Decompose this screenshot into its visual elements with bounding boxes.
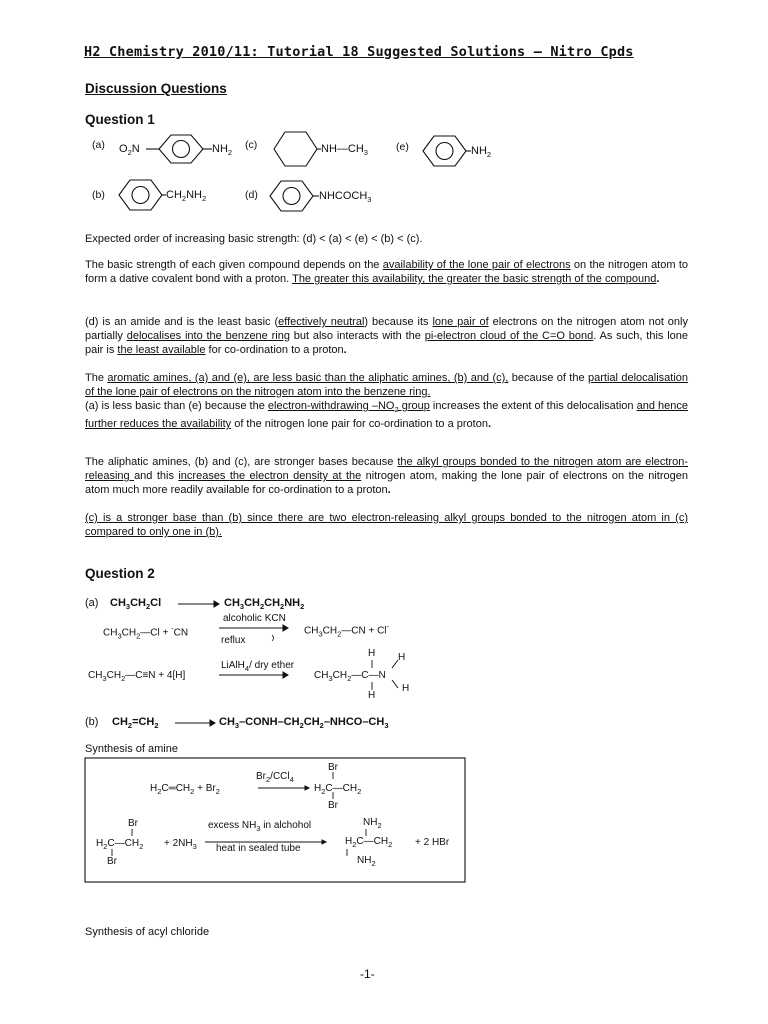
q2-label-a: (a): [85, 597, 99, 609]
basic-strength-order: Expected order of increasing basic strength: (d) < (a) < (e) < (b) < (c).: [85, 233, 423, 245]
box-r1-br-top: Br: [328, 762, 338, 773]
step2-reagent: LiAlH$_4$/ dry ether: [221, 660, 295, 673]
paragraph-availability: The basic strength of each given compound depends on the availability of the lone pair of electrons on the nitrogen atom to form a dative covalent bond with a proton. The greater this availability, the greater the basic strength of the compound.: [85, 259, 688, 285]
atom-h-bottom: H: [368, 690, 376, 701]
step2-product: $CH_3CH_2—C—N$: [314, 670, 386, 683]
step1-product: $CH_3CH_2—CN + Cl^-$: [304, 622, 390, 639]
q2-label-b: (b): [85, 716, 99, 728]
paragraph-amide: (d) is an amide and is the least basic (effectively neutral) because its lone pair of electrons on the nitrogen atom not only partially delocalises into the benzene ring but also interacts with the pi-electron cloud of the C=O bond. As such, this lone pair is the least available for co-ordination to a proton.: [85, 316, 688, 356]
box-r2-br-top: Br: [128, 818, 138, 829]
q2a-product: $CH_3CH_2CH_2NH_2$: [224, 597, 305, 612]
atom-h-lower-right: H: [402, 683, 410, 694]
box-r1-reactant: $H_2C═CH_2 + Br_2$: [150, 783, 220, 796]
section-heading: Discussion Questions: [85, 81, 227, 96]
paragraph-aliphatic-amines: The aliphatic amines, (b) and (c), are stronger bases because the alkyl groups bonded to the nitrogen atom are electron-releasing and this increases the electron density at the nitrogen atom, making the lone pair of electrons on the nitrogen atom much more readily available for co-ordination to a proton.: [85, 456, 688, 496]
compound-b-amine: $CH_2NH_2$: [166, 189, 207, 204]
benzene-ring-d: [270, 181, 319, 211]
label-b: (b): [92, 189, 105, 201]
q2a-reactant: $CH_3CH_2Cl$: [110, 597, 162, 612]
compound-a-amine: $NH_2$: [212, 143, 233, 158]
benzene-ring-b: [119, 180, 166, 210]
compound-a-nitro: $O_2N$: [119, 143, 140, 158]
atom-h-top: H: [368, 648, 376, 659]
paragraph-aromatic-amines: The aromatic amines, (a) and (e), are less basic than the aliphatic amines, (b) and (c), because of the partial delocalisation of the lone pair of electrons on the nitrogen atom into the benzene ring. (a) is less basic than (e) because the electron-withdrawing $-NO_2$ group increases the extent of this delocalisation and hence further reduces the availability of the nitrogen lone pair for co-ordination to a proton.: [85, 372, 689, 431]
box-r2-hbr: + 2 HBr: [415, 837, 450, 848]
step1-reactant: $CH_3CH_2—Cl + ^-CN$: [103, 624, 189, 641]
box-r1-product: $H_2C—CH_2$: [314, 783, 362, 796]
step1-reagent: alcoholic KCN: [223, 613, 286, 624]
cyclohexane-ring-c: [274, 132, 321, 166]
compound-c-amine: $NH—CH_3$: [321, 143, 368, 158]
label-e: (e): [396, 141, 409, 153]
compound-e-amine: $NH_2$: [471, 145, 492, 160]
box-r2-nh2-bottom: $NH_2$: [357, 855, 376, 868]
q2b-product: $CH_3-CONH-CH_2CH_2-NHCO-CH_3$: [219, 716, 389, 731]
paragraph-conclusion: (c) is a stronger base than (b) since there are two electron-releasing alkyl groups bonded to the nitrogen atom in (c) compared to only one in (b).: [85, 512, 688, 538]
amine-synthesis-caption: Synthesis of amine: [85, 743, 178, 755]
benzene-ring-a: [146, 135, 212, 163]
box-r2-reagent: excess $NH_3$ in alchohol: [208, 820, 312, 833]
question-2-heading: Question 2: [85, 566, 155, 581]
acyl-chloride-caption: Synthesis of acyl chloride: [85, 926, 210, 938]
label-a: (a): [92, 139, 105, 151]
step2-reactant: $CH_3CH_2—C\equiv N + 4[H]$: [88, 670, 186, 683]
label-d: (d): [245, 189, 258, 201]
step1-condition: reflux: [221, 635, 246, 646]
page-title: H2 Chemistry 2010/11: Tutorial 18 Suggested Solutions – Nitro Cpds: [84, 44, 634, 60]
atom-h-upper-right: H: [398, 652, 406, 663]
box-r2-reactant: $H_2C—CH_2$: [96, 838, 144, 851]
question-1-heading: Question 1: [85, 112, 155, 127]
box-r2-product: $H_2C—CH_2$: [345, 836, 393, 849]
box-r2-nh2-top: $NH_2$: [363, 817, 382, 830]
box-r2-br-bottom: Br: [107, 856, 117, 867]
box-r2-ammonia: + $2NH_3$: [164, 838, 197, 851]
box-r2-condition: heat in sealed tube: [216, 843, 301, 854]
q2b-reactant: $CH_2=CH_2$: [112, 716, 159, 731]
box-r1-reagent: $Br_2/CCl_4$: [256, 771, 294, 784]
benzene-ring-e: [423, 136, 471, 166]
label-c: (c): [245, 139, 258, 151]
compound-d-amide: $NHCOCH_3$: [319, 190, 372, 205]
page-number: -1-: [360, 967, 375, 981]
box-r1-br-bottom: Br: [328, 800, 338, 811]
